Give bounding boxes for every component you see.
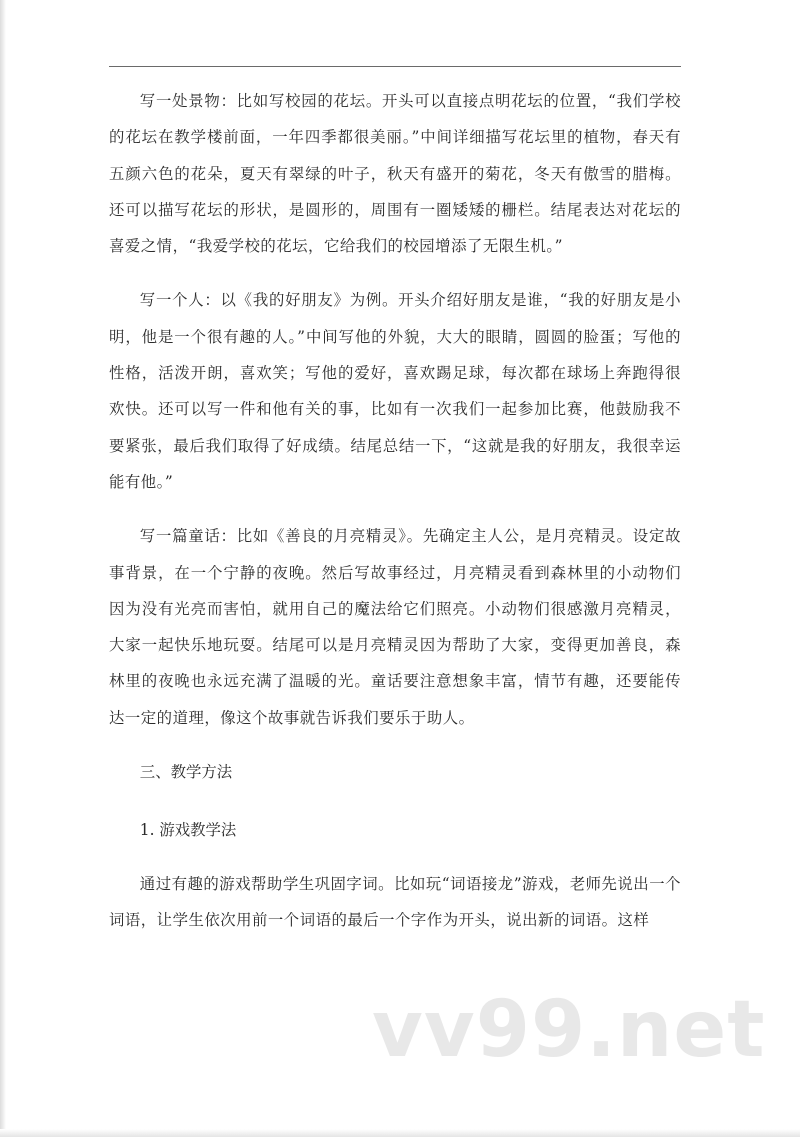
- header-rule: [109, 66, 681, 67]
- page-bottom-edge: [0, 1129, 800, 1137]
- section-heading: 三、教学方法: [139, 763, 233, 782]
- page-edge-shadow: [0, 0, 6, 1137]
- watermark-text: vv99.net: [372, 985, 766, 1075]
- document-body: [109, 83, 681, 939]
- paragraph-game-method: 通过有趣的游戏帮助学生巩固字词。比如玩“词语接龙”游戏，老师先说出一个词语，让学生依次用前一个词语的最后一个字作为开头，说出新的词语。这样: [109, 875, 681, 930]
- subsection-heading: 1. 游戏教学法: [139, 821, 237, 840]
- paragraph-fairy-tale: 写一篇童话：比如《善良的月亮精灵》。先确定主人公，是月亮精灵。设定故事背景，在一个宁静的夜晚。然后写故事经过，月亮精灵看到森林里的小动物们因为没有光亮而害怕，就用自己的魔法给它们照亮。小动物们很感激月亮精灵，大家一起快乐地玩耍。结尾可以是月亮精灵因为帮助了大家，变得更加善良，森林里的夜晚也永远充满了温暖的光。童话要注意想象丰富，情节有趣，还要能传达一定的道理，像这个故事就告诉我们要乐于助人。: [109, 527, 681, 727]
- paragraph-person: 写一个人：以《我的好朋友》为例。开头介绍好朋友是谁，“我的好朋友是小明，他是一个很有趣的人。”中间写他的外貌，大大的眼睛，圆圆的脸蛋；写他的性格，活泼开朗，喜欢笑；写他的爱好，喜欢踢足球，每次都在球场上奔跑得很欢快。还可以写一件和他有关的事，比如有一次我们一起参加比赛，他鼓励我不要紧张，最后我们取得了好成绩。结尾总结一下，“这就是我的好朋友，我很幸运能有他。”: [109, 291, 681, 491]
- paragraph-scenery: 写一处景物：比如写校园的花坛。开头可以直接点明花坛的位置，“我们学校的花坛在教学楼前面，一年四季都很美丽。”中间详细描写花坛里的植物，春天有五颜六色的花朵，夏天有翠绿的叶子，秋天有盛开的菊花，冬天有傲雪的腊梅。还可以描写花坛的形状，是圆形的，周围有一圈矮矮的栅栏。结尾表达对花坛的喜爱之情，“我爱学校的花坛，它给我们的校园增添了无限生机。”: [109, 92, 681, 256]
